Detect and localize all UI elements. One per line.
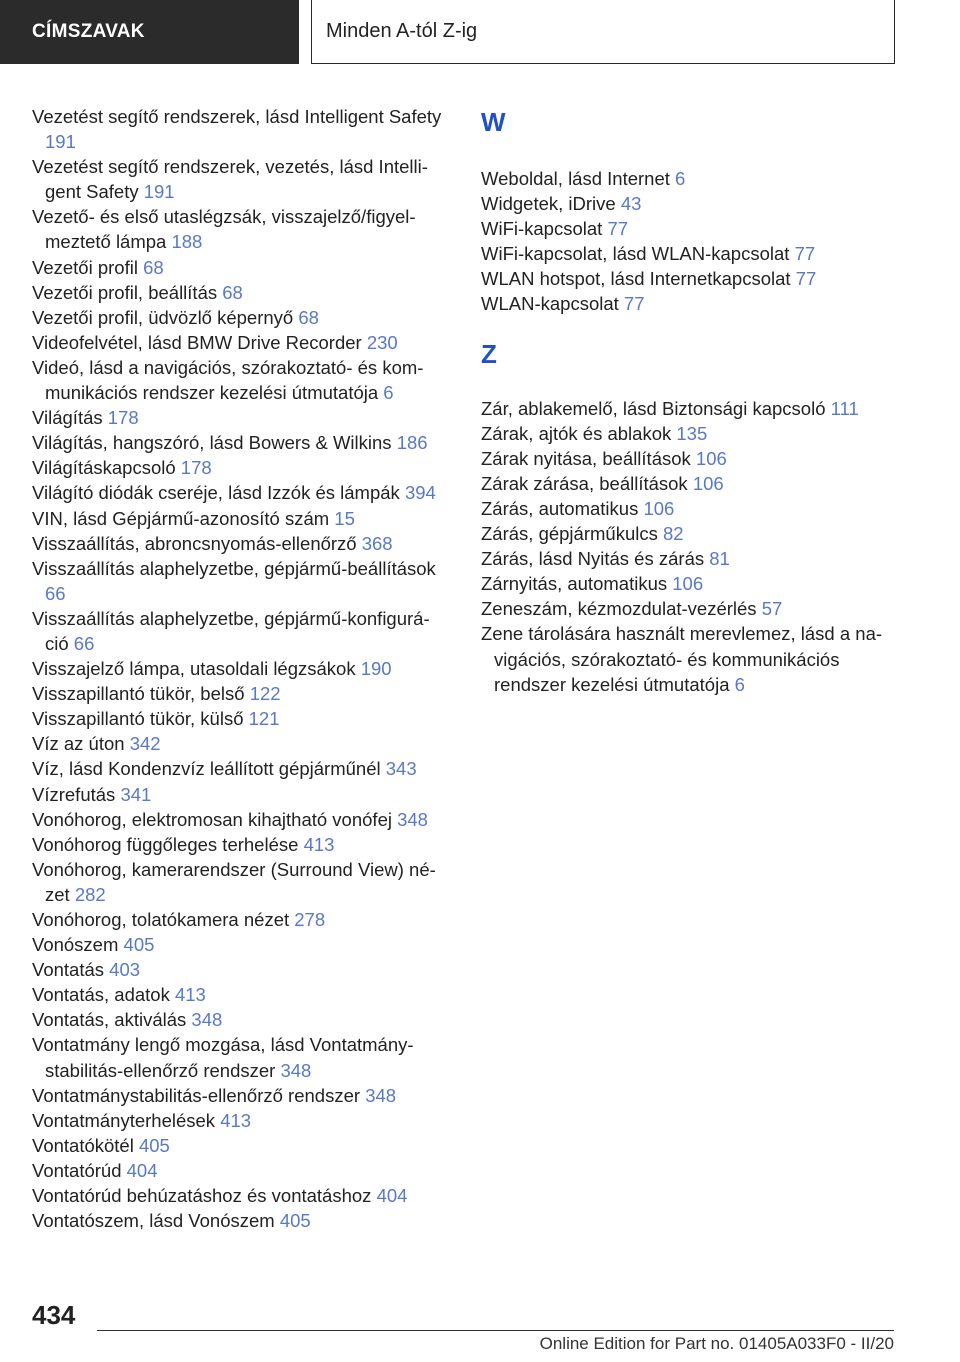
index-entry-text: Vezetői profil, üdvözlő képernyő xyxy=(32,306,294,328)
index-section-w xyxy=(481,166,901,317)
index-entry-page-link[interactable]: 348 xyxy=(280,1059,312,1081)
subtitle-tab-label: Minden A-tól Z-ig xyxy=(326,20,478,42)
index-entry xyxy=(32,782,447,807)
index-column-right xyxy=(481,104,901,697)
index-entry xyxy=(32,932,447,957)
index-entry xyxy=(481,396,901,421)
section-tab xyxy=(0,0,299,64)
index-entry-page-link[interactable]: 342 xyxy=(129,733,161,755)
index-entry xyxy=(32,982,447,1007)
index-entry-text: Zárak zárása, beállítások xyxy=(481,472,688,494)
index-entry-text: Visszapillantó tükör, külső xyxy=(32,708,244,730)
index-entry-text: Vezetést segítő rendszerek, lásd Intelligent Safety xyxy=(32,106,442,127)
index-entry-text: Zeneszám, kézmozdulat-vezérlés xyxy=(481,598,757,620)
index-entry-text: Vízrefutás xyxy=(32,783,116,805)
index-entry-text: Világításkapcsoló xyxy=(32,457,176,479)
index-entry-page-link[interactable]: 188 xyxy=(171,231,203,253)
index-entry xyxy=(32,330,447,355)
index-entry-text: Vontatmány lengő mozgása, lásd Vontatmánystabilitás-ellenőrző rendszer xyxy=(32,1034,414,1081)
index-entry xyxy=(481,166,901,191)
index-entry xyxy=(32,606,447,656)
index-entry-page-link[interactable]: 6 xyxy=(383,382,394,404)
index-entry xyxy=(32,455,447,480)
index-entry xyxy=(32,280,447,305)
index-entry-text: Zene tárolására használt merevlemez, lásd a navigációs, szórakoztató- és kommunikációs rendszer kezelési útmutatója xyxy=(481,623,883,695)
index-entry-text: Vonóhorog, kamerarendszer (Surround View) nézet xyxy=(32,858,436,905)
index-entry-text: Vontatás xyxy=(32,959,105,981)
index-entry-page-link[interactable]: 82 xyxy=(662,523,684,545)
index-entry-text: WiFi-kapcsolat, lásd WLAN-kapcsolat xyxy=(481,243,790,265)
index-entry-text: Vontatórúd xyxy=(32,1159,122,1181)
index-entry-page-link[interactable]: 77 xyxy=(795,268,817,290)
index-entry-page-link[interactable]: 106 xyxy=(695,447,727,469)
index-entry-page-link[interactable]: 6 xyxy=(675,168,686,189)
index-entry-text: Vontatás, adatok xyxy=(32,984,170,1006)
index-entry-page-link[interactable]: 282 xyxy=(74,883,106,905)
index-entry-page-link[interactable]: 368 xyxy=(361,532,393,554)
index-entry-page-link[interactable]: 413 xyxy=(220,1109,252,1131)
index-entry-page-link[interactable]: 405 xyxy=(123,934,155,956)
index-entry-page-link[interactable]: 77 xyxy=(607,218,629,240)
index-entry-page-link[interactable]: 230 xyxy=(366,331,398,353)
index-entry xyxy=(32,506,447,531)
index-entry-text: WiFi-kapcsolat xyxy=(481,218,603,240)
index-entry-page-link[interactable]: 413 xyxy=(303,833,335,855)
index-entry xyxy=(481,191,901,216)
index-entry-page-link[interactable]: 413 xyxy=(174,984,206,1006)
index-entry-page-link[interactable]: 404 xyxy=(126,1159,158,1181)
index-column-left xyxy=(32,104,447,1233)
index-entry-page-link[interactable]: 43 xyxy=(620,193,642,215)
index-entry-page-link[interactable]: 404 xyxy=(376,1185,408,1207)
index-entry-page-link[interactable]: 341 xyxy=(120,783,152,805)
index-entry-text: VIN, lásd Gépjármű-azonosító szám xyxy=(32,507,330,529)
index-entry-page-link[interactable]: 394 xyxy=(404,482,436,504)
index-entry-page-link[interactable]: 278 xyxy=(294,909,326,930)
index-entry xyxy=(481,241,901,266)
index-entry-text: Videofelvétel, lásd BMW Drive Recorder xyxy=(32,331,362,353)
index-letter-heading: W xyxy=(481,107,506,137)
index-entry-page-link[interactable]: 348 xyxy=(397,808,428,830)
index-entry-page-link[interactable]: 68 xyxy=(298,306,319,328)
index-entry-page-link[interactable]: 405 xyxy=(138,1134,170,1156)
index-entry-page-link[interactable]: 81 xyxy=(709,548,730,570)
index-entry xyxy=(481,291,901,316)
index-entry-text: Zárás, gépjárműkulcs xyxy=(481,523,658,545)
index-entry-text: Vezető- és első utaslégzsák, visszajelző/figyelmeztető lámpa xyxy=(32,206,416,253)
index-entry xyxy=(481,446,901,471)
index-entry xyxy=(32,255,447,280)
index-entry-text: Visszajelző lámpa, utasoldali légzsákok xyxy=(32,658,356,680)
index-entry xyxy=(481,621,901,696)
index-entry-text: Zárak nyitása, beállítások xyxy=(481,447,691,469)
index-entry xyxy=(481,521,901,546)
index-entry xyxy=(481,596,901,621)
index-entry xyxy=(481,546,901,571)
index-entry-page-link[interactable]: 135 xyxy=(676,422,708,444)
index-entry xyxy=(32,706,447,731)
index-entry-text: Zárás, lásd Nyitás és zárás xyxy=(481,548,705,570)
index-entry xyxy=(32,907,447,932)
index-entry xyxy=(32,1183,447,1208)
index-entry xyxy=(32,1108,447,1133)
index-entry-page-link[interactable]: 106 xyxy=(692,472,724,494)
index-entry-text: Vontatórúd behúzatáshoz és vontatáshoz xyxy=(32,1185,372,1207)
index-entry-page-link[interactable]: 106 xyxy=(643,497,675,519)
index-entry xyxy=(32,430,447,455)
index-entry-text: Zárak, ajtók és ablakok xyxy=(481,422,672,444)
index-entry xyxy=(32,1007,447,1032)
index-entry xyxy=(481,471,901,496)
index-entry-text: Vontatókötél xyxy=(32,1134,134,1156)
index-entry-page-link[interactable]: 178 xyxy=(107,407,139,429)
index-entry-text: Vezetést segítő rendszerek, vezetés, lásd Intelligent Safety xyxy=(32,156,428,203)
index-entry-text: Vontatmányterhelések xyxy=(32,1109,216,1131)
index-entry-page-link[interactable]: 191 xyxy=(143,181,175,203)
index-entry-text: WLAN hotspot, lásd Internetkapcsolat xyxy=(481,268,791,290)
index-entry-text: Vontatás, aktiválás xyxy=(32,1009,187,1031)
index-entry-page-link[interactable]: 190 xyxy=(360,658,392,680)
index-entry-page-link[interactable]: 68 xyxy=(143,256,164,278)
index-entry-page-link[interactable]: 348 xyxy=(365,1084,397,1106)
footer-edition-text: Online Edition for Part no. 01405A033F0 - II/20 xyxy=(539,1334,894,1353)
index-entry-text: Vontatószem, lásd Vonószem xyxy=(32,1210,275,1232)
index-entry xyxy=(32,1083,447,1108)
index-entry-page-link[interactable]: 403 xyxy=(109,959,141,981)
index-entry xyxy=(32,832,447,857)
index-entry-page-link[interactable]: 68 xyxy=(222,281,243,303)
index-entry-page-link[interactable]: 122 xyxy=(249,683,281,705)
index-entry xyxy=(32,731,447,756)
index-entry-page-link[interactable]: 186 xyxy=(396,432,428,454)
index-entry-text: Vonóhorog, tolatókamera nézet xyxy=(32,909,290,930)
index-entry xyxy=(32,681,447,706)
index-entry xyxy=(32,355,447,405)
index-entry xyxy=(32,1208,447,1233)
index-section-z xyxy=(481,396,901,697)
index-entry-text: WLAN-kapcsolat xyxy=(481,293,619,315)
index-entry xyxy=(32,857,447,907)
index-entry-page-link[interactable]: 191 xyxy=(45,131,76,153)
index-entry-text: Visszapillantó tükör, belső xyxy=(32,683,245,705)
index-entry-page-link[interactable]: 66 xyxy=(73,632,95,654)
index-entry-text: Vonóhorog függőleges terhelése xyxy=(32,833,299,855)
index-entry-page-link[interactable]: 15 xyxy=(334,507,355,529)
index-entry-text: Widgetek, iDrive xyxy=(481,193,616,215)
index-entry-text: Visszaállítás alaphelyzetbe, gépjármű-beállítások xyxy=(32,557,436,579)
index-entry xyxy=(481,421,901,446)
index-entry-page-link[interactable]: 405 xyxy=(279,1210,311,1232)
index-letter-heading: Z xyxy=(481,338,497,369)
index-entry xyxy=(32,756,447,781)
index-entry xyxy=(481,216,901,241)
index-entry-page-link[interactable]: 6 xyxy=(734,673,745,695)
index-entry-page-link[interactable]: 348 xyxy=(191,1009,223,1031)
index-entry xyxy=(481,266,901,291)
index-entry-page-link[interactable]: 121 xyxy=(248,708,280,730)
subtitle-tab xyxy=(311,0,895,64)
index-entry-text: Zár, ablakemelő, lásd Biztonsági kapcsoló xyxy=(481,397,826,419)
index-entry-text: Visszaállítás, abroncsnyomás-ellenőrző xyxy=(32,532,357,554)
index-entry-text: Videó, lásd a navigációs, szórakoztató- és kommunikációs rendszer kezelési útmutatója xyxy=(32,356,424,404)
index-entry-text: Vonószem xyxy=(32,934,119,956)
index-entry xyxy=(32,656,447,681)
index-entry-text: Zárnyitás, automatikus xyxy=(481,573,668,595)
index-entry-text: Vezetői profil, beállítás xyxy=(32,281,218,303)
index-entry-text: Vonóhorog, elektromosan kihajtható vonófej xyxy=(32,808,392,830)
index-entry-text: Weboldal, lásd Internet xyxy=(481,168,670,189)
index-entry-text: Visszaállítás alaphelyzetbe, gépjármű-konfiguráció xyxy=(32,607,430,654)
index-entry xyxy=(32,480,447,505)
index-entry xyxy=(32,957,447,982)
index-entry-text: Zárás, automatikus xyxy=(481,497,639,519)
index-entry xyxy=(32,405,447,430)
index-entry-page-link[interactable]: 106 xyxy=(672,573,704,595)
index-entry xyxy=(32,154,447,204)
index-entry xyxy=(32,305,447,330)
page-number: 434 xyxy=(32,1300,76,1330)
index-entry xyxy=(32,1158,447,1183)
index-entry-page-link[interactable]: 111 xyxy=(830,397,859,419)
index-entry xyxy=(32,556,447,606)
index-entry-text: Világítás, hangszóró, lásd Bowers & Wilkins xyxy=(32,432,392,454)
index-entry xyxy=(32,204,447,254)
index-entry-page-link[interactable]: 66 xyxy=(45,582,66,604)
index-entry xyxy=(32,807,447,832)
index-entry-text: Világító diódák cseréje, lásd Izzók és lámpák xyxy=(32,482,400,504)
index-entry-text: Víz, lásd Kondenzvíz leállított gépjárműnél xyxy=(32,758,381,780)
index-entry xyxy=(481,496,901,521)
index-entry xyxy=(32,1133,447,1158)
index-entry-page-link[interactable]: 57 xyxy=(761,598,783,620)
index-entry-page-link[interactable]: 343 xyxy=(385,758,417,780)
index-entry-text: Víz az úton xyxy=(32,733,125,755)
section-tab-label: CÍMSZAVAK xyxy=(32,21,145,42)
index-entry-page-link[interactable]: 178 xyxy=(180,457,212,479)
index-entry xyxy=(32,531,447,556)
index-entry-text: Világítás xyxy=(32,407,103,429)
index-entry xyxy=(32,104,447,154)
index-entry-text: Vontatmánystabilitás-ellenőrző rendszer xyxy=(32,1084,361,1106)
index-entry-page-link[interactable]: 77 xyxy=(794,243,816,265)
index-entry xyxy=(32,1032,447,1082)
index-entry-text: Vezetői profil xyxy=(32,256,138,278)
footer-divider xyxy=(97,1330,894,1331)
index-entry xyxy=(481,571,901,596)
index-entry-page-link[interactable]: 77 xyxy=(623,293,645,315)
